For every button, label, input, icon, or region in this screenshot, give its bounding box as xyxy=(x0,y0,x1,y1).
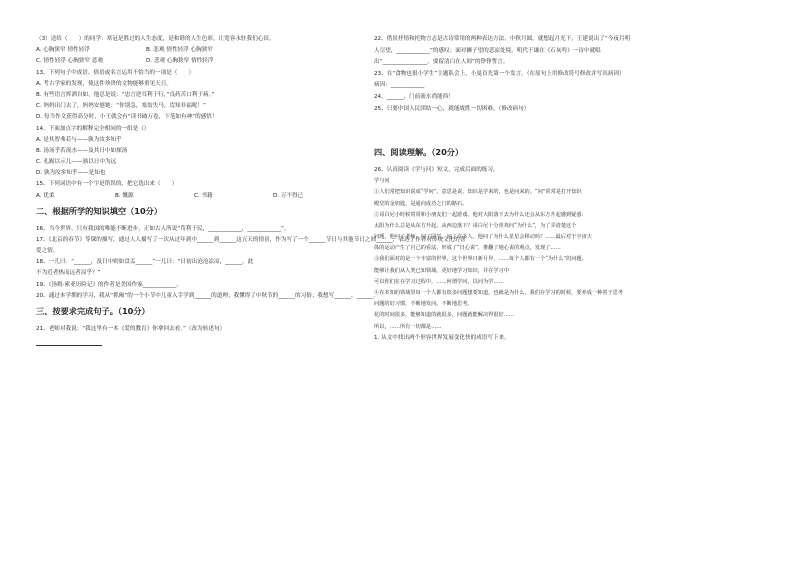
option: C. 孔踞以示儿——孰以日中为远 xyxy=(36,159,117,166)
reading-passage xyxy=(374,178,758,330)
question-line: 19、《汤姆·索亚历险记》的作者是美国作家____________。 xyxy=(36,281,182,288)
question-line: 爱之情。 xyxy=(36,248,59,254)
passage-line: 所以，……所有一切都是…… xyxy=(374,323,442,330)
passage-line: 花的时间很多，能够知道的就很多，问题就能解决得很好…… xyxy=(374,312,515,319)
question-line: 17、《北京的春节》等课的描写，通过人人描写了一次从过年到中______到______这五天的情景，作为写了一个______节日与其他节日之间______，表达了作者对传统文化的喜 xyxy=(36,236,466,243)
passage-line: 殿堂的金钥匙，是通向成功之门的路石。 xyxy=(374,200,468,207)
question-15: 15、下列词语中有一个字是错误的，把它选出来（ ） xyxy=(36,181,178,188)
question-line: 出“________________，要留清白在人间”的铮铮誓言。 xyxy=(374,59,509,66)
option: A. 是其智弗若与——孰为汝多知乎 xyxy=(36,136,122,143)
question-line: 18、一儿曰：“______，及日中则如盘盂______”一儿曰：“日初出沧沧凉凉，______，此 xyxy=(36,259,254,266)
option: B. 汤汤乎若流水——及其日中如探汤 xyxy=(36,147,128,154)
passage-line: 问题的好习惯，不断地发问，不断地思考。 xyxy=(374,301,473,308)
passage-line: ③我们面对的是一个丰富的世界，这个世界日新月异，……每个人都有一个“为什么”的问题， xyxy=(374,256,587,263)
question-21: 21、老师对我说：“我这里有一本《爱的教育》你拿回去看。”（改为转述句） xyxy=(36,325,226,332)
question-line: 1. 从文中找出两个形容世界发展变化快的成语写下来。 xyxy=(374,334,510,341)
question-line: 23、在“食物也很小学生”主题队会上，小曼首先第一个发言。（在原句上用修改符号修改并写出病因） xyxy=(374,70,625,77)
question-line: 25、只要中国人民团结一心，就能战胜一切困难。（修改病句） xyxy=(374,105,530,112)
option: B. 悲观 情性轻浮 心胸狭窄 xyxy=(146,47,213,54)
passage-line: 能够让我们从人类已知领域，更好地学习知识，并在学习中 xyxy=(374,267,509,274)
option: C. 妈妈出门去了，妈妈安慰她：“你别急，塞翁失马，焉知非福呢！” xyxy=(36,103,206,110)
option: D. 万不得已 xyxy=(273,192,304,199)
option: B. 有些语言挥洒自如，他总是说：“忠言逆耳利于行，”良药苦口利于病。” xyxy=(36,91,215,98)
option: A. 优柔 xyxy=(36,192,55,199)
question-line: 22、借景抒情和托物言志是古诗常用的两种表达方法。中秋月圆，就想起月光下，王建说出了“今夜月明 xyxy=(374,36,631,42)
passage-line: 可以你们在在学习过程中，……何谓学问，以问为学…… xyxy=(374,278,504,285)
option: C. 情性轻浮 心胸狭窄 悲观 xyxy=(36,58,103,65)
question-line: 20、通过本学期的学习，我从“抓阄”的一个小节中儿童入手学到______的道理；我懂得了中秋节的______的习俗；我想写______，______。 xyxy=(36,292,379,299)
passage-line: ①人们常把知识说成“学问”，意思是说，知识是学来的，也是问来的。“问”常常是打开知识 xyxy=(374,189,582,196)
options-row xyxy=(36,47,354,54)
question-line: 人尽望，____________”的感叹；面对狮子望的悲凉处境，明代于谦在《石灰吟》一诗中就唱 xyxy=(374,47,601,54)
passage-line: ④在本知的领域里每一个人都有很多问题想要知道，也就是为什么，我们在学习的时候，要养成一种善于思考 xyxy=(374,290,624,297)
options-row xyxy=(36,193,354,200)
passage-title: 学与问 xyxy=(374,178,390,185)
question-13: 13、下列句子中成语、俗语或名言运用不恰当的一项是（ ） xyxy=(36,69,195,76)
binding-margin xyxy=(10,0,11,562)
option: A. 心胸狭窄 情性轻浮 xyxy=(36,47,90,54)
section-heading: 二、根据所学的知识填空（10分） xyxy=(36,205,163,216)
right-column xyxy=(374,36,758,346)
option: D. 孰为汝多知乎——是知也 xyxy=(36,170,106,177)
question-line: 24、______，门前流水尚能西！ xyxy=(374,93,454,100)
passage-line: 太阳为什么总是从东方升起，从西边落下？哥白尼十分喜欢问“为什么”，为了弄清楚这个 xyxy=(374,222,577,229)
passage-line: 体的运动产生了自己的看法，形成了“日心说”，推翻了地心说的观点，发现了…… xyxy=(374,245,561,252)
question-line: （3）送给（ ）的同学：寒冠是胜过的人生态度，是和谐的人生色彩，让宽容永驻我们心田。 xyxy=(36,36,275,42)
section-heading: 三、按要求完成句子。（10分） xyxy=(36,305,150,316)
option: A. 考古学家的发现，使这件珍贵的文物能够重见天日。 xyxy=(36,80,172,87)
question-26: 26、认真阅读《学与问》短文，完成后面的练习。 xyxy=(374,166,499,173)
passage-line: 问题，他问了老师，问了同学，问了许多人。他问了为什么星星会移动吗？……最后对于宇宙天 xyxy=(374,234,592,241)
question-line: 病因：____________ xyxy=(374,82,425,89)
option: B. 慨源 xyxy=(115,192,134,199)
answer-line xyxy=(36,337,102,346)
question-14: 14、下面加点字的解释完全相同的一组是（） xyxy=(36,125,150,132)
option: D. 每当作文获得高分时，小王就会有“读书破万卷，下笔如有神”的感悟！ xyxy=(36,114,218,121)
option: D. 悲观 心胸狭窄 情性轻浮 xyxy=(146,58,214,65)
option: C. 书籍 xyxy=(194,192,213,199)
passage-line: ②哥白尼小时候常常和小朋友们一起游戏。他对大阳落下去为什么还会从东方升起感到疑惑： xyxy=(374,211,587,218)
question-line: 16、当今世界，只有我国的唯能不断进步，正如古人所说“苟利于民，____________，____________”。 xyxy=(36,225,290,232)
section-heading: 四、阅读理解。（20分） xyxy=(374,146,464,157)
question-line: 不为近者热而远者凉乎？” xyxy=(36,270,101,277)
options-row xyxy=(36,58,354,65)
